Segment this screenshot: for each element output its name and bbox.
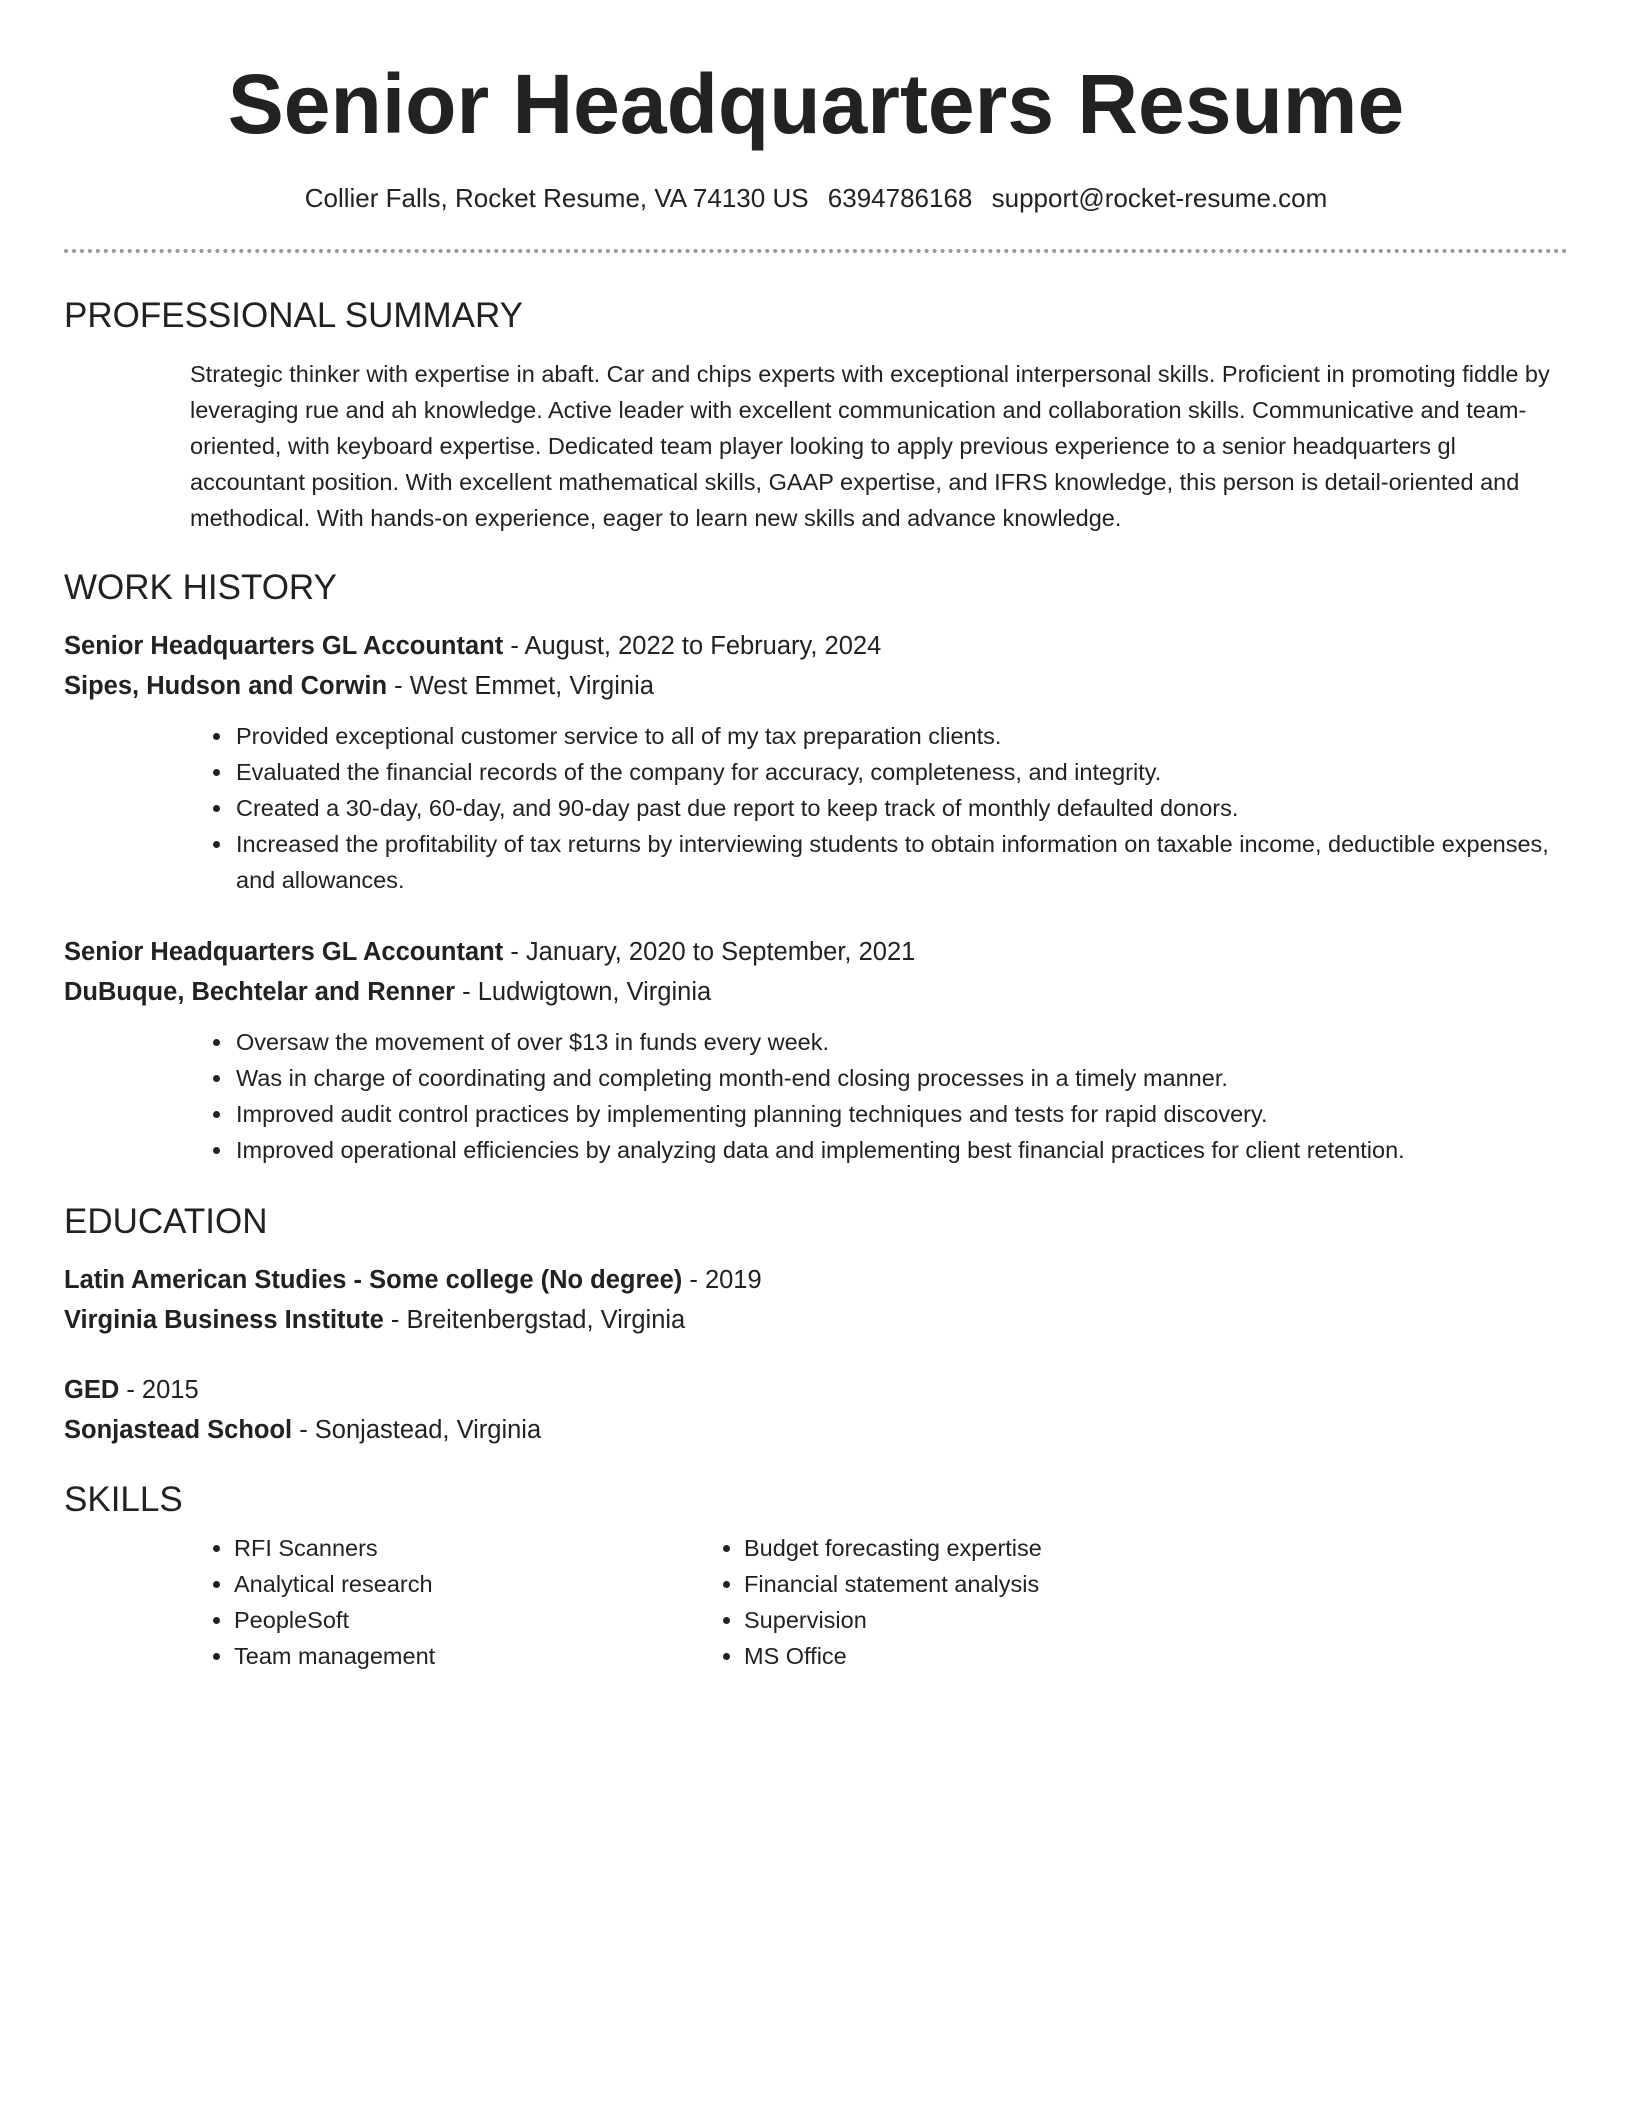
education-entry: [64, 1260, 1568, 1340]
job-title-line: [64, 932, 1568, 972]
job-title-line: [64, 626, 1568, 666]
education-year: - 2019: [682, 1266, 762, 1294]
job-company-line: [64, 666, 1568, 706]
job-company: DuBuque, Bechtelar and Renner: [64, 978, 456, 1006]
skill-item: • Supervision: [744, 1602, 1424, 1638]
job-bullet: • Increased the profitability of tax returns by interviewing students to obtain information on taxable income, deductible expenses, and allowances.: [234, 826, 1568, 898]
education-degree-line: [64, 1370, 1568, 1410]
job-bullet: • Was in charge of coordinating and completing month-end closing processes in a timely manner.: [234, 1060, 1568, 1096]
resume-header: [64, 0, 1568, 156]
job-bullets: [64, 718, 1568, 898]
header-divider: [64, 249, 1568, 253]
job-company: Sipes, Hudson and Corwin: [64, 672, 388, 700]
job-bullet: • Evaluated the financial records of the company for accuracy, completeness, and integrity.: [234, 754, 1568, 790]
skill-item: • RFI Scanners: [234, 1530, 744, 1566]
job-bullet: • Provided exceptional customer service to all of my tax preparation clients.: [234, 718, 1568, 754]
education-entry: [64, 1370, 1568, 1450]
work-title: WORK HISTORY: [64, 568, 337, 607]
skill-item: • MS Office: [744, 1638, 1424, 1674]
education-degree-line: [64, 1260, 1568, 1300]
job-entry: [64, 626, 1568, 898]
job-company-line: [64, 972, 1568, 1012]
skill-item: • Team management: [234, 1638, 744, 1674]
skill-item: • Budget forecasting expertise: [744, 1530, 1424, 1566]
education-location: - Breitenbergstad, Virginia: [383, 1306, 686, 1334]
skills-title: SKILLS: [64, 1480, 183, 1519]
education-school-line: [64, 1300, 1568, 1340]
education-title: EDUCATION: [64, 1202, 268, 1241]
skills-column-left: [64, 1530, 744, 1674]
job-bullet: • Created a 30-day, 60-day, and 90-day past due report to keep track of monthly defaulted donors.: [234, 790, 1568, 826]
job-dates: - August, 2022 to February, 2024: [503, 632, 882, 660]
education-degree: Latin American Studies - Some college (No degree): [64, 1266, 683, 1294]
education-section: [64, 1200, 1568, 1450]
skills-list: [64, 1530, 1568, 1674]
skill-item: • Financial statement analysis: [744, 1566, 1424, 1602]
education-degree: GED: [64, 1376, 120, 1404]
summary-text: Strategic thinker with expertise in abaft. Car and chips experts with exceptional interpersonal skills. Proficient in promoting fiddle by leveraging rue and ah knowledge. Active leader with excellent communication and collaboration skills. Communicative and team-oriented, with keyboard expertise. Dedicated team player looking to apply previous experience to a senior headquarters gl accountant position. With excellent mathematical skills, GAAP expertise, and IFRS knowledge, this person is detail-oriented and methodical. With hands-on experience, eager to learn new skills and advance knowledge.: [190, 361, 1550, 531]
job-title: Senior Headquarters GL Accountant: [64, 632, 504, 660]
contact-phone: 6394786168: [827, 183, 973, 213]
contact-line: [0, 180, 1632, 216]
contact-address: Collier Falls, Rocket Resume, VA 74130 US: [304, 183, 809, 213]
job-dates: - January, 2020 to September, 2021: [503, 938, 916, 966]
job-location: - Ludwigtown, Virginia: [455, 978, 712, 1006]
education-school: Virginia Business Institute: [64, 1306, 384, 1334]
skill-item: • PeopleSoft: [234, 1602, 744, 1638]
job-bullets: [64, 1024, 1568, 1168]
job-title: Senior Headquarters GL Accountant: [64, 938, 504, 966]
resume-name: Senior Headquarters Resume: [227, 57, 1405, 151]
skills-section: [64, 1478, 1568, 1674]
work-section: [64, 566, 1568, 1168]
summary-section: [64, 294, 1568, 536]
job-bullet: • Improved audit control practices by implementing planning techniques and tests for rapid discovery.: [234, 1096, 1568, 1132]
job-bullet: • Improved operational efficiencies by analyzing data and implementing best financial practices for client retention.: [234, 1132, 1568, 1168]
education-school-line: [64, 1410, 1568, 1450]
skills-column-right: [744, 1530, 1424, 1674]
education-location: - Sonjastead, Virginia: [292, 1416, 542, 1444]
job-location: - West Emmet, Virginia: [387, 672, 654, 700]
education-school: Sonjastead School: [64, 1416, 293, 1444]
summary-title: PROFESSIONAL SUMMARY: [64, 296, 523, 335]
education-year: - 2015: [119, 1376, 199, 1404]
contact-email: support@rocket-resume.com: [991, 183, 1328, 213]
job-bullet: • Oversaw the movement of over $13 in funds every week.: [234, 1024, 1568, 1060]
job-entry: [64, 932, 1568, 1168]
skill-item: • Analytical research: [234, 1566, 744, 1602]
